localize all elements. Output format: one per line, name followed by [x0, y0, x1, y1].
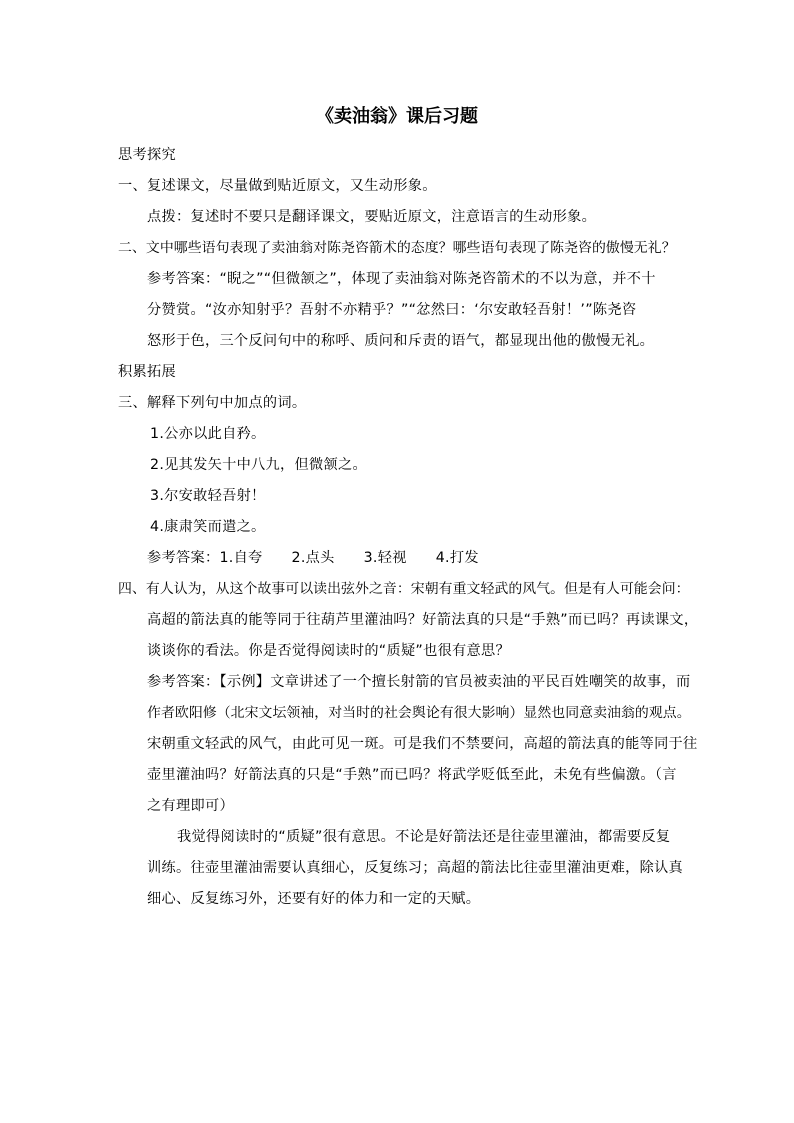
question-4-paragraph-2-line: 我觉得阅读时的“质疑”很有意思。不论是好箭法还是往壶里灌油，都需要反复 — [177, 829, 671, 845]
question-4-answer-line: 参考答案：【示例】文章讲述了一个擅长射箭的官员被卖油的平民百姓嘲笑的故事，而 — [147, 674, 691, 690]
question-3-item: 1.公亦以此自矜。 — [150, 426, 266, 442]
question-2-answer-line: 怒形于色，三个反问句中的称呼、质问和斥责的语气，都显现出他的傲慢无礼。 — [147, 333, 655, 349]
question-3-item: 4.康肃笑而遣之。 — [150, 519, 266, 535]
question-3-answer: 参考答案：1.自夸 2.点头 3.轻视 4.打发 — [147, 550, 479, 566]
question-4-answer-line: 之有理即可） — [147, 798, 234, 814]
question-4-line: 四、有人认为，从这个故事可以读出弦外之音：宋朝有重文轻武的风气。但是有人可能会问： — [118, 581, 690, 597]
question-1-hint: 点拨：复述时不要只是翻译课文，要贴近原文，注意语言的生动形象。 — [147, 209, 597, 225]
question-4-paragraph-2-line: 训练。往壶里灌油需要认真细心，反复练习；高超的箭法比往壶里灌油更难，除认真 — [147, 860, 684, 876]
question-3-item: 3.尔安敢轻吾射！ — [150, 488, 266, 504]
question-4-line: 谈谈你的看法。你是否觉得阅读时的“质疑”也很有意思？ — [147, 643, 511, 659]
question-4-line: 高超的箭法真的能等同于往葫芦里灌油吗？好箭法真的只是“手熟”而已吗？再读课文， — [147, 612, 699, 628]
question-4-answer-line: 宋朝重文轻武的风气，由此可见一斑。可是我们不禁要问，高超的箭法真的能等同于往 — [147, 736, 698, 752]
question-4-paragraph-2-line: 细心、反复练习外，还要有好的体力和一定的天赋。 — [147, 891, 481, 907]
question-2-answer-line: 分赞赏。“汝亦知射乎？吾射不亦精乎？”“忿然曰：‘尔安敢轻吾射！’”陈尧咨 — [147, 302, 637, 318]
question-2-answer-line: 参考答案：“睨之”“但微颔之”，体现了卖油翁对陈尧咨箭术的不以为意，并不十 — [147, 271, 656, 287]
question-4-answer-line: 作者欧阳修（北宋文坛领袖，对当时的社会舆论有很大影响）显然也同意卖油翁的观点。 — [147, 705, 691, 721]
question-4-answer-line: 壶里灌油吗？好箭法真的只是“手熟”而已吗？将武学贬低至此，未免有些偏激。（言 — [147, 767, 677, 783]
question-2: 二、文中哪些语句表现了卖油翁对陈尧咨箭术的态度？哪些语句表现了陈尧咨的傲慢无礼？ — [118, 240, 676, 256]
question-3: 三、解释下列句中加点的词。 — [118, 395, 307, 411]
section-heading-accumulation: 积累拓展 — [118, 364, 176, 380]
question-3-item: 2.见其发矢十中八九，但微颔之。 — [150, 457, 367, 473]
page-title: 《卖油翁》课后习题 — [316, 106, 478, 127]
question-1: 一、复述课文，尽量做到贴近原文，又生动形象。 — [118, 178, 437, 194]
section-heading-thinking: 思考探究 — [118, 147, 176, 163]
